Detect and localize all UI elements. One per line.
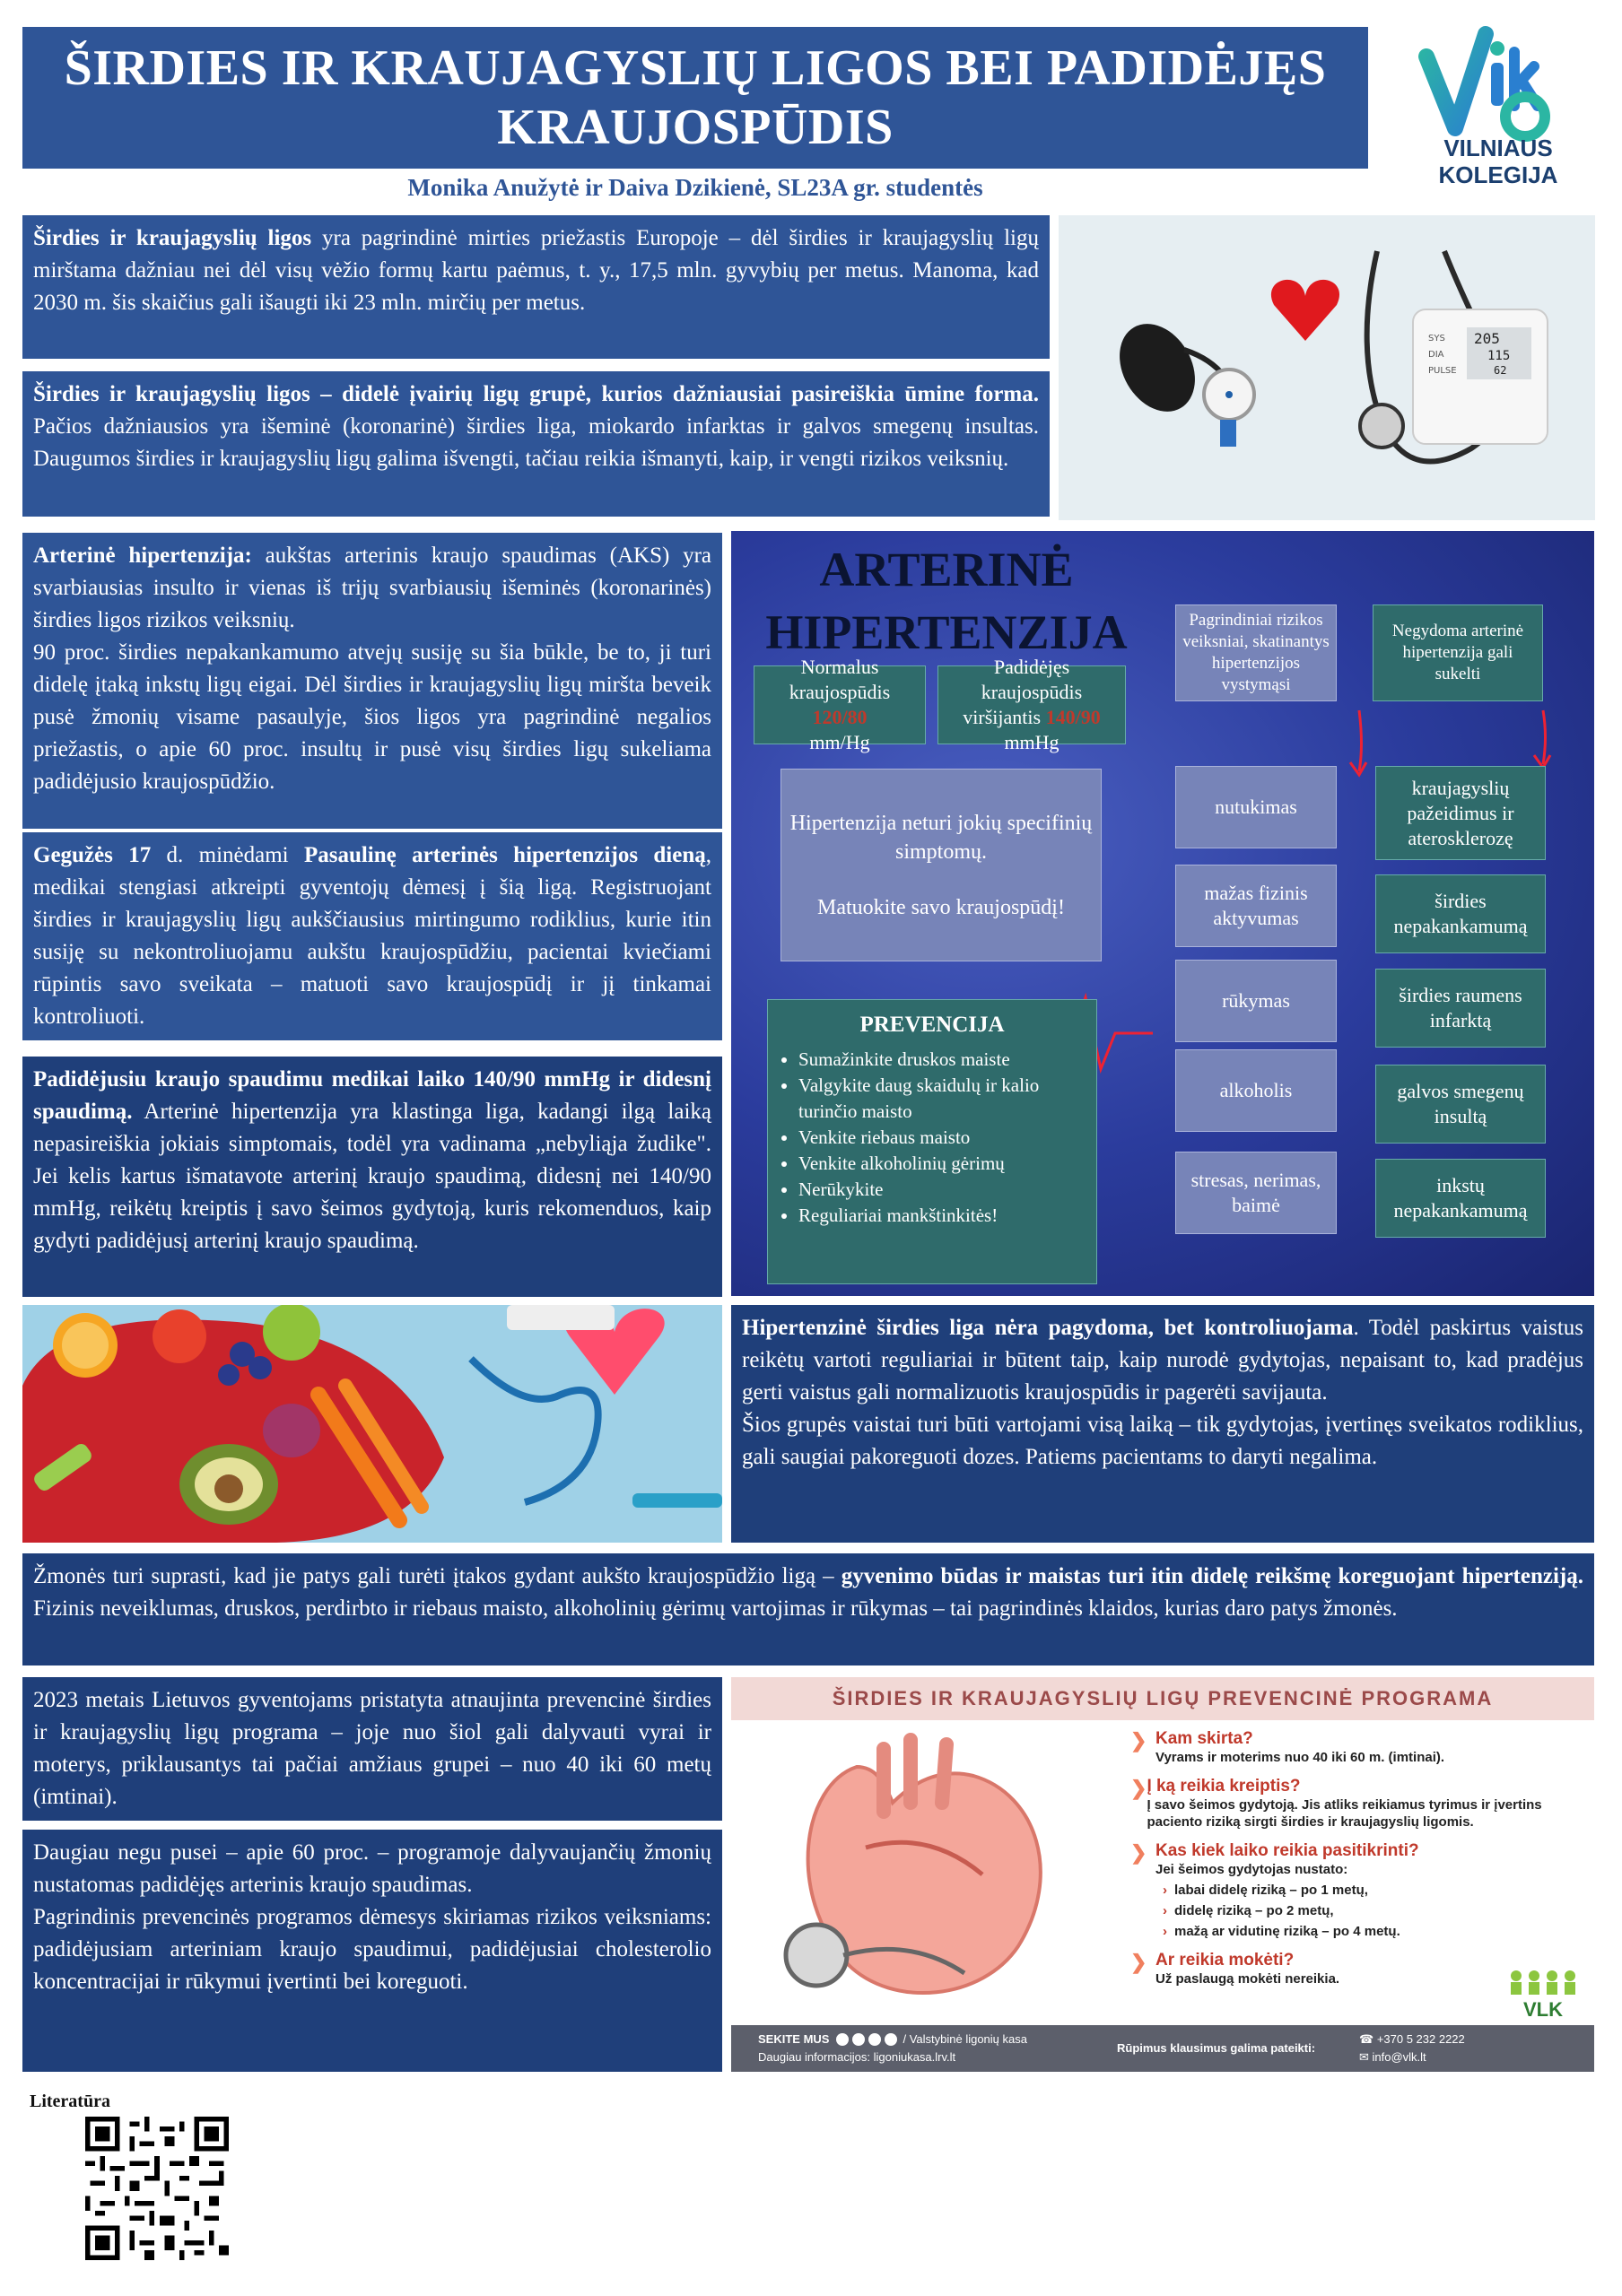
heart-anatomy-illustration (749, 1731, 1108, 2018)
qa-answer-1: Vyrams ir moterims nuo 40 iki 60 m. (imtinai). (1155, 1750, 1445, 1765)
day-name: Pasaulinę arterinės hipertenzijos dieną (303, 843, 706, 867)
qa-item-1 (1130, 1729, 1588, 1766)
world-hypertension-day-block (22, 832, 722, 1040)
prevention-item: • Venkite alkoholinių gėrimų (798, 1151, 1086, 1177)
normal-bp-unit: mm/Hg (809, 731, 870, 753)
qa-question-3: Kas kiek laiko reikia pasitikrinti? (1155, 1841, 1419, 1860)
high-bp-unit: mmHg (1004, 731, 1060, 753)
literature-label: Literatūra (30, 2092, 110, 2111)
bp-pulse-label: PULSE (1428, 366, 1457, 376)
phone-number: +370 5 232 2222 (1376, 2032, 1465, 2046)
linkedin-icon[interactable] (885, 2033, 897, 2046)
infographic-title-line1: ARTERINĖ (819, 543, 1074, 596)
instagram-icon[interactable] (852, 2033, 865, 2046)
chevron-icon: ❯ (1130, 1951, 1147, 1973)
lifestyle-text: Žmonės turi suprasti, kad jie patys gali turėti įtakos gydant aukšto kraujospūdžio ligą – (33, 1564, 842, 1588)
program-results-text2: Pagrindinis prevencinės programos dėmesys skiriamas rizikos veiksniams: padidėjusiam arteriniam kraujo spaudimui, padidėjusiai cholesterolio koncentracijai ir rūkymui įvertinti bei koreguoti. (33, 1905, 711, 1994)
bp-sys-value: 205 (1474, 330, 1500, 347)
consequence-item: kraujagyslių pažeidimus ir aterosklerozę (1375, 766, 1546, 860)
threshold-lead: Padidėjusiu kraujo spaudimu medikai laiko 140/90 mmHg ir didesnį spaudimą. (33, 1067, 711, 1124)
bulb-pump-shape (1104, 310, 1210, 425)
consequence-item: širdies nepakankamumą (1375, 874, 1546, 953)
risk-factors-header: Pagrindiniai rizikos veiksniai, skatinantys hipertenzijos vystymąsi (1175, 604, 1337, 701)
page-title: ŠIRDIES IR KRAUJAGYSLIŲ LIGOS BEI PADIDĖJĘS KRAUJOSPŪDIS (64, 40, 1327, 155)
chevron-icon: ❯ (1130, 1841, 1147, 1864)
measure-text: Matuokite savo kraujospūdį! (817, 895, 1065, 919)
hypertension-lead: Arterinė hipertenzija: (33, 544, 252, 568)
facebook-icon[interactable] (836, 2033, 849, 2046)
bp-sys-label: SYS (1428, 334, 1445, 344)
logo-name-line1: VILNIAUS (1443, 135, 1553, 161)
risk-factor-item: stresas, nerimas, baimė (1175, 1152, 1337, 1234)
interval-item (1163, 1902, 1419, 1919)
stethoscope-tube-2 (471, 1359, 598, 1502)
prevention-item: • Venkite riebaus maisto (798, 1125, 1086, 1151)
contact-phone: ☎ +370 5 232 2222 (1359, 2032, 1465, 2046)
normal-bp-value: 120/80 (812, 706, 868, 728)
untreated-header: Negydoma arterinė hipertenzija gali sukelti (1373, 604, 1543, 701)
questions-label: Rūpimus klausimus galima pateikti: (1117, 2041, 1316, 2055)
intro-text: yra pagrindinė mirties priežastis Europoje – dėl širdies ir kraujagyslių ligų mirštama dažniau nei dėl visų vėžio formų kartu paėmus, t. y., 17,5 mln. gyvybių per metus. Manoma, kad 2030 m. šis skaičius gali išaugti iki 23 mln. mirčių per metus. (33, 226, 1039, 315)
day-date: Gegužės 17 (33, 843, 152, 867)
lifestyle-lead: gyvenimo būdas ir maistas turi itin didelę reikšmę koreguojant hipertenziją. (841, 1564, 1583, 1588)
prevention-item: • Valgykite daug skaidulų ir kalio turinčio maisto (798, 1073, 1086, 1125)
chevron-right-icon: › (1163, 1903, 1167, 1918)
chevron-icon: ❯ (1130, 1777, 1147, 1799)
risk-factor-item: alkoholis (1175, 1049, 1337, 1132)
hypertension-text2: 90 proc. širdies nepakankamumo atvejų susiję su šia būkle, be to, ji turi didelę įtaką inkstų ligų eigai. Dėl širdies ir kraujagyslių ligų miršta beveik pusė žmonių visame pasaulyje, šios ligos yra pagrindinė negalios priežastis, o apie 60 proc. insultų ir pusė visų širdies ligų sukeliama padidėjusio kraujospūdžio. (33, 640, 711, 794)
chevron-right-icon: › (1163, 1883, 1167, 1898)
high-bp-value: 140/90 (1045, 706, 1101, 728)
consequence-item: galvos smegenų insultą (1375, 1065, 1546, 1144)
healthy-food-photo (22, 1305, 722, 1543)
interval-item (1163, 1923, 1419, 1940)
heart-shape (1271, 280, 1339, 341)
risk-factor-item: rūkymas (1175, 960, 1337, 1042)
program-qa (1130, 1729, 1588, 1987)
not-curable-block (731, 1305, 1594, 1543)
cvd-group-block (22, 371, 1050, 517)
prevention-list (779, 1047, 1086, 1229)
interval-item (1163, 1882, 1419, 1899)
medical-equipment-photo (1059, 215, 1595, 520)
medical-equipment-illustration (1059, 215, 1595, 520)
not-curable-lead: Hipertenzinė širdies liga nėra pagydoma, bet kontroliuojama (742, 1316, 1354, 1340)
prevention-box (767, 999, 1097, 1284)
vlk-text: VLK (1523, 1998, 1563, 2021)
prevention-program-infographic (731, 1677, 1594, 2072)
qa-answer-4: Už paslaugą mokėti nereikia. (1155, 1971, 1340, 1987)
qa-answer-2: Į savo šeimos gydytoją. Jis atliks reikiamus tyrimus ir įvertins paciento riziką sirgti širdies ir kraujagyslių ligomis. (1147, 1797, 1542, 1830)
qa-answer-3: Jei šeimos gydytojas nustato: (1155, 1862, 1348, 1877)
email-address[interactable]: info@vlk.lt (1372, 2050, 1426, 2064)
youtube-icon[interactable] (868, 2033, 881, 2046)
high-bp-label: Padidėjęs kraujospūdis viršijantis (963, 656, 1083, 728)
prevention-title: PREVENCIJA (859, 1013, 1005, 1037)
program-footer (731, 2025, 1594, 2072)
chevron-right-icon: › (1163, 1924, 1167, 1939)
program-2023-text: 2023 metais Lietuvos gyventojams pristatyta atnaujinta prevencinė širdies ir kraujagyslių ligų programa – joje nuo šiol gali dalyvauti vyrai ir moterys, priklausantys tai pačiai amžiaus grupei – nuo 40 iki 60 metų (imtinai). (33, 1688, 711, 1809)
agency-name: / Valstybinė ligonių kasa (903, 2032, 1027, 2046)
prevention-item: • Sumažinkite druskos maiste (798, 1047, 1086, 1073)
qa-question-1: Kam skirta? (1155, 1729, 1253, 1748)
prevention-item: • Reguliariai mankštinkitės! (798, 1203, 1086, 1229)
risk-factor-item: mažas fizinis aktyvumas (1175, 865, 1337, 947)
chevron-icon: ❯ (1130, 1729, 1147, 1752)
threshold-text: Arterinė hipertenzija yra klastinga liga, kadangi ilgą laiką nepasireiškia jokiais simptomais, todėl yra vadinama „nebyliąja žudike". Jei kelis kartus išmatavote arterinį kraujo spaudimą, didesnį nei 140/90 mmHg, reikėtų kreiptis į savo šeimos gydytoją, kuris rekomenduos, kaip gydyti padidėjusį arterinį kraujo spaudimą. (33, 1100, 711, 1253)
check-intervals (1155, 1882, 1419, 1940)
interval-text: labai didelę riziką – po 1 metų, (1174, 1883, 1368, 1898)
bp-pulse-value: 62 (1494, 364, 1507, 377)
program-results-block (22, 1830, 722, 2072)
infographic-title-line2: HIPERTENZIJA (765, 605, 1128, 659)
cvd-group-lead: Širdies ir kraujagyslių ligos – didelė įvairių ligų grupė, kurios dažniausiai pasireiškia ūmine forma. (33, 382, 1039, 406)
threshold-block (22, 1057, 722, 1297)
literature-qr-code[interactable] (85, 2117, 229, 2260)
prevention-item: • Nerūkykite (798, 1177, 1086, 1203)
consequence-item: širdies raumens infarktą (1375, 969, 1546, 1048)
interval-text: didelę riziką – po 2 metų, (1174, 1903, 1334, 1918)
day-text: , medikai stengiasi atkreipti gyventojų dėmesį į šią ligą. Registruojant širdies ir kraujagyslių ligų aukščiausius mirtingumo rodiklius, kurie itin susiję su nekontroliuojamu aukštu kraujospūdžiu, pacientai kviečiami rūpintis savo sveikata – matuoti savo kraujospūdį ir jį tinkamai kontroliuoti. (33, 843, 711, 1029)
intro-block (22, 215, 1050, 359)
title-banner (22, 27, 1368, 169)
intro-lead: Širdies ir kraujagyslių ligos (33, 226, 312, 250)
program-2023-block (22, 1677, 722, 1821)
not-curable-text2: Šios grupės vaistai turi būti vartojami visą laiką – tik gydytojas, įvertinęs sveikatos rodiklius, gali saugiai pakoreguoti dozes. Patiems pacientams to daryti negalima. (742, 1413, 1583, 1469)
lifestyle-text2: Fizinis neveiklumas, druskos, perdirbto ir riebaus maisto, alkoholinių gėrimų vartojimas ir rūkymas – tai pagrindinės klaidos, kurias daro patys žmonės. (33, 1596, 1398, 1621)
program-results-text: Daugiau negu pusei – apie 60 proc. – programoje dalyvaujančių žmonių nustatomas padidėjęs arterinis kraujo spaudimas. (33, 1840, 711, 1897)
interval-text: mažą ar vidutinę riziką – po 4 metų. (1174, 1924, 1400, 1939)
vlk-logo (1503, 1969, 1583, 2021)
consequence-item: inkstų nepakankamumą (1375, 1159, 1546, 1238)
hypertension-text: aukštas arterinis kraujo spaudimas (AKS) yra svarbiausias insulto ir vienas iš trijų svarbiausių išeminės (koronarinės) širdies ligos rizikos veiksnių. (33, 544, 712, 632)
healthy-food-illustration (22, 1305, 722, 1543)
day-mid: d. minėdami (151, 843, 304, 867)
program-title: ŠIRDIES IR KRAUJAGYSLIŲ LIGŲ PREVENCINĖ PROGRAMA (731, 1677, 1594, 1720)
normal-bp-label: Normalus kraujospūdis (789, 656, 891, 703)
follow-us-label: SEKITE MUS (758, 2032, 830, 2046)
vlk-people-icon (1503, 1969, 1583, 1996)
qa-question-2: Į ką reikia kreiptis? (1147, 1777, 1301, 1796)
lifestyle-block (22, 1553, 1594, 1665)
cvd-group-text: Pačios dažniausios yra išeminė (koronarinė) širdies liga, miokardo infarktas ir galvos smegenų insultas. Daugumos širdies ir kraujagyslių ligų galima išvengti, tačiau reikia išmanyti, kaip, ir vengti rizikos veiksnių. (33, 414, 1039, 471)
qa-question-4: Ar reikia mokėti? (1155, 1951, 1295, 1970)
no-symptoms-text: Hipertenzija neturi jokių specifinių simptomų. (789, 811, 1093, 864)
hypertension-block (22, 533, 722, 829)
logo-text (1400, 135, 1597, 188)
qa-item-2 (1130, 1777, 1588, 1831)
follow-us (758, 2032, 1027, 2046)
hypertension-infographic (731, 531, 1594, 1296)
more-info: Daugiau informacijos: ligoniukasa.lrv.lt (758, 2050, 956, 2064)
bp-dia-value: 115 (1487, 349, 1511, 363)
bp-dia-label: DIA (1428, 350, 1444, 360)
green-apple (263, 1305, 320, 1361)
authors-line: Monika Anužytė ir Daiva Dzikienė, SL23A gr. studentės (407, 174, 983, 201)
not-curable-text: . Todėl paskirtus vaistus reikėtų vartoti reguliariai ir būtent taip, kaip nurodė gydytojas, nepaisant to, kad pradėjus gerti vaistus gali normalizuotis kraujospūdis ir pagerėti savijauta. (742, 1316, 1583, 1405)
risk-factor-item: nutukimas (1175, 766, 1337, 848)
logo-name-line2: KOLEGIJA (1438, 161, 1558, 188)
qa-item-3 (1130, 1841, 1588, 1940)
contact-email: ✉ info@vlk.lt (1359, 2050, 1426, 2064)
